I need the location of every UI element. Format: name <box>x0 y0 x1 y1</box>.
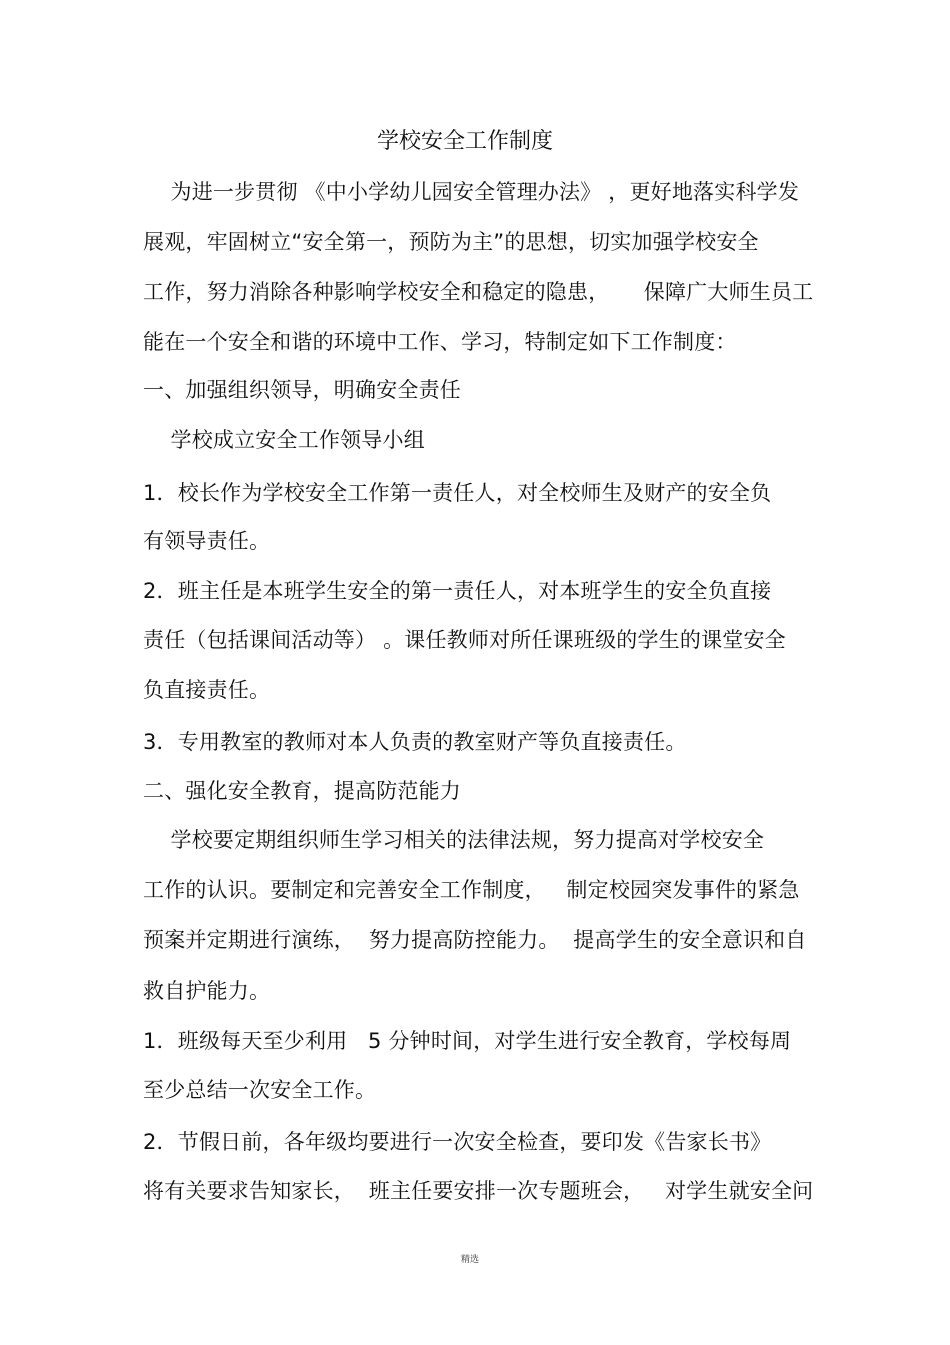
paragraph-line: 工作，努力消除各种影响学校安全和稳定的隐患， 保障广大师生员工 <box>143 280 814 304</box>
paragraph-line: 救自护能力。 <box>143 979 271 1003</box>
list-item: 3．专用教室的教师对本人负责的教室财产等负直接责任。 <box>143 730 687 754</box>
paragraph-line: 能在一个安全和谐的环境中工作、学习，特制定如下工作制度： <box>143 330 737 354</box>
paragraph-line: 预案并定期进行演练， 努力提高防控能力。 提高学生的安全意识和自 <box>143 928 807 952</box>
paragraph-line: 责任（包括课间活动等） 。课任教师对所任课班级的学生的课堂安全 <box>143 628 786 652</box>
paragraph-line: 展观，牢固树立“安全第一，预防为主”的思想，切实加强学校安全 <box>143 230 759 254</box>
paragraph-line: 为进一步贯彻 《中小学幼儿园安全管理办法》 ，更好地落实科学发 <box>143 180 800 204</box>
list-item: 1．班级每天至少利用 5 分钟时间，对学生进行安全教育，学校每周 <box>143 1029 792 1053</box>
list-item: 1．校长作为学校安全工作第一责任人，对全校师生及财产的安全负 <box>143 481 772 505</box>
paragraph-line: 有领导责任。 <box>143 529 271 553</box>
paragraph-line: 至少总结一次安全工作。 <box>143 1078 377 1102</box>
page-footer: 精选 <box>460 1255 479 1265</box>
paragraph-line: 学校要定期组织师生学习相关的法律法规，努力提高对学校安全 <box>143 828 765 852</box>
list-item: 2．节假日前，各年级均要进行一次安全检查，要印发《告家长书》 <box>143 1130 772 1154</box>
list-item: 2．班主任是本班学生安全的第一责任人，对本班学生的安全负直接 <box>143 579 772 603</box>
section-heading: 一、加强组织领导，明确安全责任 <box>143 378 461 402</box>
paragraph-line: 学校成立安全工作领导小组 <box>143 428 425 452</box>
paragraph-line: 负直接责任。 <box>143 678 271 702</box>
section-heading: 二、强化安全教育，提高防范能力 <box>143 779 461 803</box>
paragraph-line: 工作的认识。要制定和完善安全工作制度， 制定校园突发事件的紧急 <box>143 878 800 902</box>
document-title: 学校安全工作制度 <box>376 129 553 154</box>
paragraph-line: 将有关要求告知家长， 班主任要安排一次专题班会， 对学生就安全问 <box>143 1179 814 1203</box>
